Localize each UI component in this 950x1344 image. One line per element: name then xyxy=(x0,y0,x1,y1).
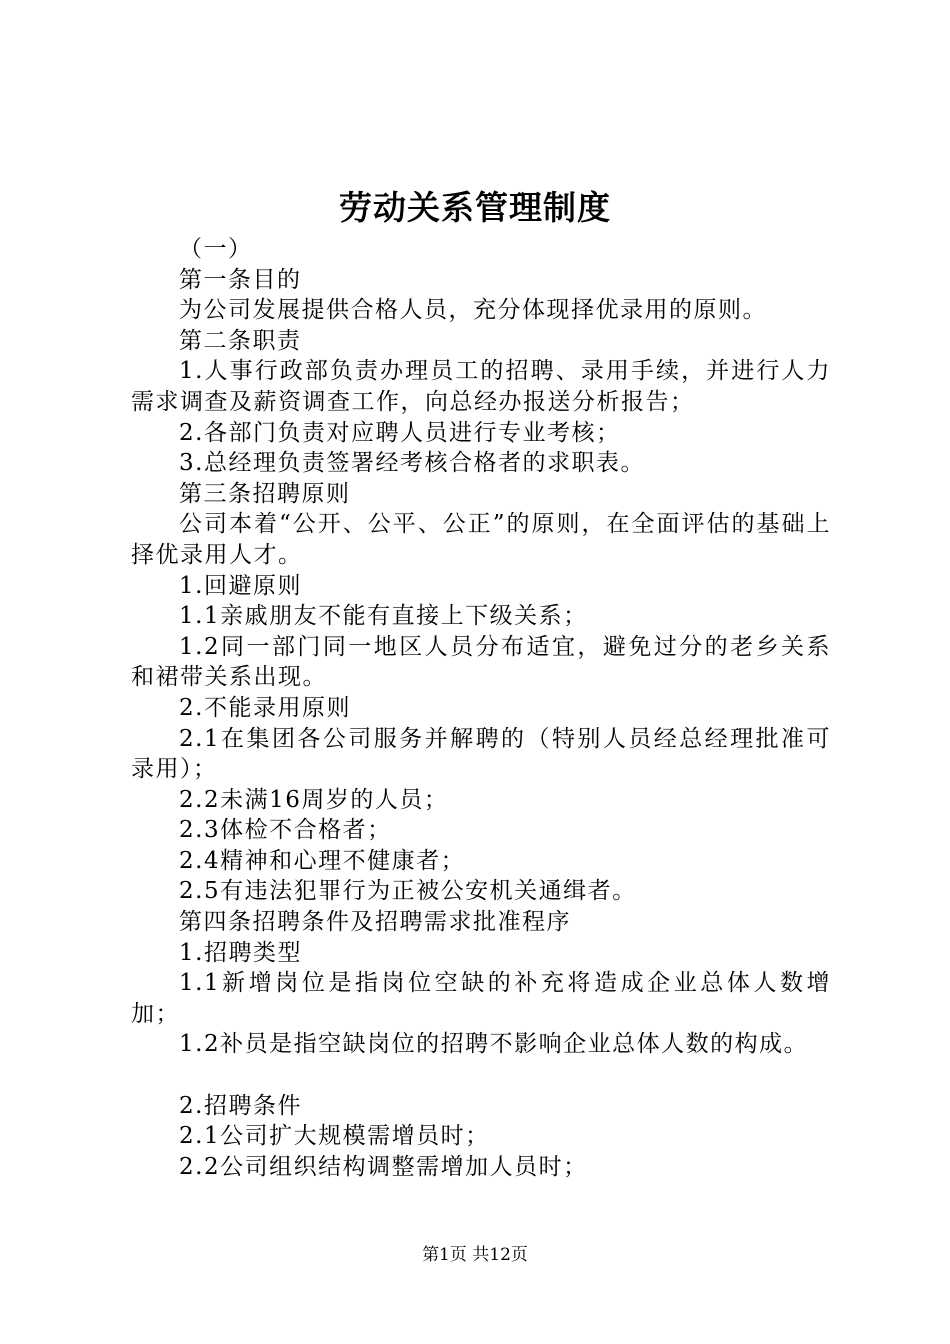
page-footer: 第1页 共12页 xyxy=(422,1245,528,1265)
paragraph: 1.1亲戚朋友不能有直接上下级关系； xyxy=(179,603,588,630)
paragraph: 2.2未满16周岁的人员； xyxy=(179,786,449,813)
paragraph: 1.2同一部门同一地区人员分布适宜，避免过分的老乡关系和裙带关系出现。 xyxy=(131,633,831,691)
document-title: 劳动关系管理制度 xyxy=(339,188,611,227)
section-heading: 第三条招聘原则 xyxy=(179,480,351,507)
paragraph: 2.招聘条件 xyxy=(179,1092,302,1119)
paragraph: 2.2公司组织结构调整需增加人员时； xyxy=(179,1153,588,1180)
paragraph: （一） xyxy=(179,236,253,262)
paragraph: 1.回避原则 xyxy=(179,572,302,599)
paragraph: 2.1公司扩大规模需增员时； xyxy=(179,1123,490,1150)
section-heading: 第二条职责 xyxy=(179,327,302,354)
paragraph: 1.1新增岗位是指岗位空缺的补充将造成企业总体人数增加； xyxy=(131,970,831,1027)
paragraph: 为公司发展提供合格人员，充分体现择优录用的原则。 xyxy=(179,297,767,324)
paragraph: 2.1在集团各公司服务并解聘的（特别人员经总经理批准可录用）； xyxy=(131,725,831,783)
document-body xyxy=(131,234,831,1182)
section-heading: 第四条招聘条件及招聘需求批准程序 xyxy=(179,909,571,936)
paragraph: 2.3体检不合格者； xyxy=(179,817,392,844)
paragraph: 1.2补员是指空缺岗位的招聘不影响企业总体人数的构成。 xyxy=(179,1031,809,1058)
section-heading: 第一条目的 xyxy=(179,266,302,293)
paragraph: 公司本着“公开、公平、公正”的原则，在全面评估的基础上择优录用人才。 xyxy=(131,511,831,568)
paragraph: 2.不能录用原则 xyxy=(179,694,351,721)
blank-line xyxy=(131,1060,831,1091)
paragraph: 2.5有违法犯罪行为正被公安机关通缉者。 xyxy=(179,878,637,905)
paragraph: 2.各部门负责对应聘人员进行专业考核； xyxy=(179,419,621,446)
paragraph: 2.4精神和心理不健康者； xyxy=(179,847,466,874)
paragraph: 1.人事行政部负责办理员工的招聘、录用手续，并进行人力需求调查及薪资调查工作，向总经办报送分析报告； xyxy=(131,358,831,415)
paragraph: 3.总经理负责签署经考核合格者的求职表。 xyxy=(179,450,645,477)
paragraph: 1.招聘类型 xyxy=(179,939,302,966)
